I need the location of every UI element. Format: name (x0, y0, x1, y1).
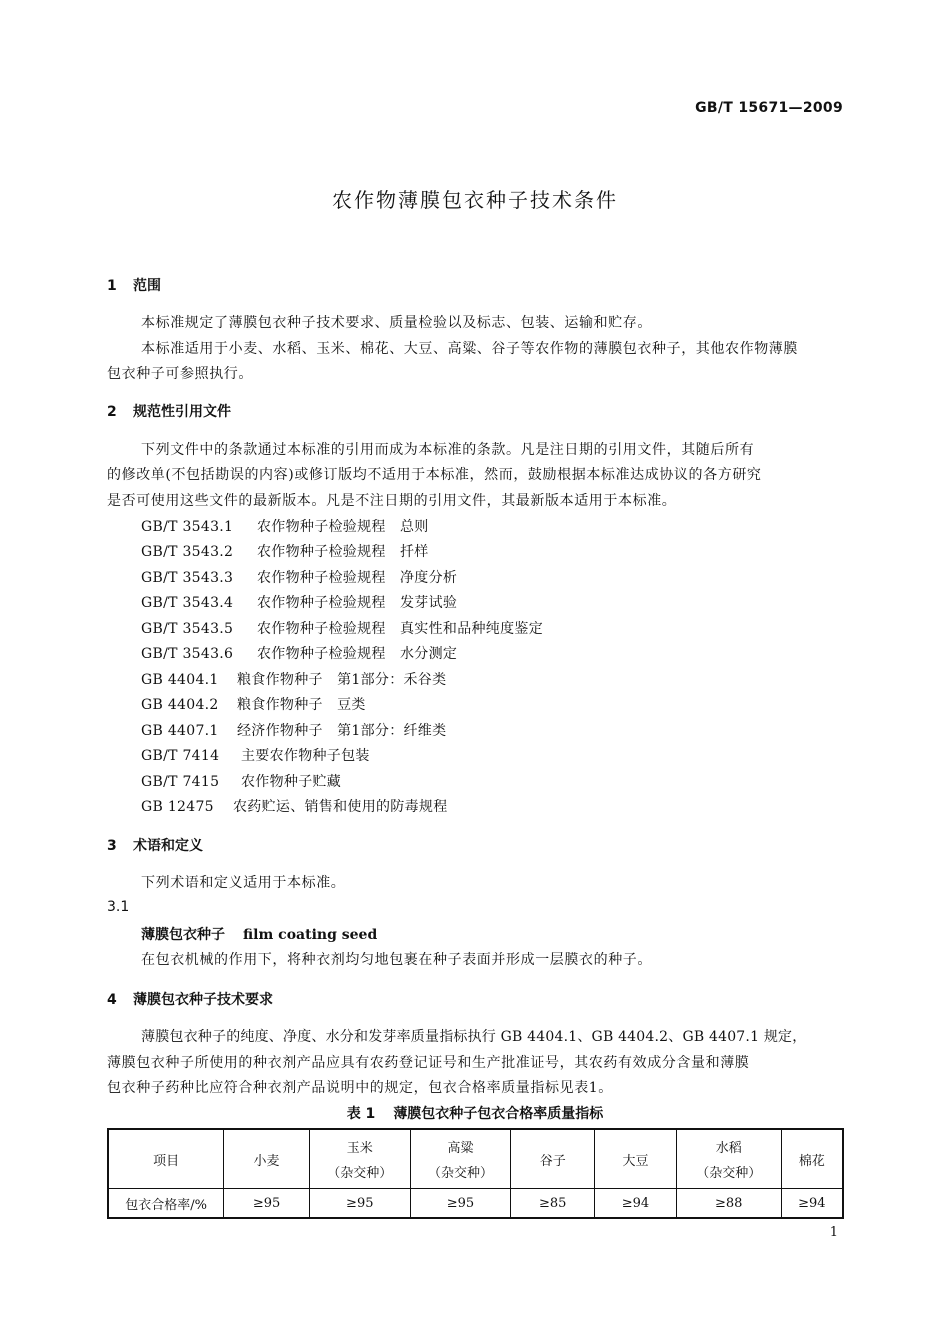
reference-title: 经济作物种子 第1部分：纤维类 (237, 723, 447, 739)
reference-title: 农作物种子检验规程 净度分析 (257, 570, 458, 586)
section-title: 术语和定义 (133, 838, 203, 854)
paragraph: 包衣种子药种比应符合种衣剂产品说明中的规定，包衣合格率质量指标见表1。 (107, 1080, 613, 1096)
term-english: film coating seed (243, 927, 378, 943)
table-cell: ≥95 (410, 1189, 511, 1219)
section-title: 薄膜包衣种子技术要求 (133, 992, 273, 1008)
reference-title: 农作物种子检验规程 扦样 (257, 544, 429, 560)
reference-item (141, 567, 457, 587)
table-header-row (108, 1129, 843, 1189)
section-number: 2 (107, 404, 117, 420)
section-3-heading (107, 835, 203, 855)
paragraph: 薄膜包衣种子的纯度、净度、水分和发芽率质量指标执行 GB 4404.1、GB 4404.2、GB 4407.1 规定， (141, 1029, 807, 1045)
table-cell: ≥94 (781, 1189, 843, 1219)
reference-title: 农作物种子检验规程 总则 (257, 519, 429, 535)
paragraph: 本标准适用于小麦、水稻、玉米、棉花、大豆、高粱、谷子等农作物的薄膜包衣种子，其他农作物薄膜 (141, 341, 798, 357)
table-header-cell (781, 1129, 843, 1189)
reference-code: GB 4407.1 (141, 723, 219, 739)
table-cell: ≥85 (511, 1189, 595, 1219)
section-number: 4 (107, 992, 117, 1008)
crop-name: 棉花 (798, 1153, 825, 1169)
reference-title: 农作物种子贮藏 (241, 774, 342, 790)
document-title: 农作物薄膜包衣种子技术条件 (332, 188, 618, 212)
reference-code: GB 4404.2 (141, 697, 219, 713)
table-header-cell (595, 1129, 677, 1189)
paragraph: 是否可使用这些文件的最新版本。凡是不注日期的引用文件，其最新版本适用于本标准。 (107, 493, 677, 509)
paragraph: 的修改单(不包括勘误的内容)或修订版均不适用于本标准，然而，鼓励根据本标准达成协议的各方研究 (107, 467, 762, 483)
reference-title: 农作物种子检验规程 真实性和品种纯度鉴定 (257, 621, 543, 637)
reference-code: GB/T 3543.6 (141, 646, 234, 662)
reference-item (141, 592, 457, 612)
table-cell: ≥95 (309, 1189, 410, 1219)
paragraph: 包衣种子可参照执行。 (107, 366, 253, 382)
table-row (108, 1189, 843, 1219)
table-row-label: 包衣合格率/% (108, 1189, 224, 1219)
reference-item (141, 516, 429, 536)
reference-code: GB 12475 (141, 799, 214, 815)
page-number: 1 (829, 1225, 838, 1240)
table-header-cell (309, 1129, 410, 1189)
term-entry (141, 924, 377, 944)
table-header-cell (511, 1129, 595, 1189)
table-cell: ≥95 (224, 1189, 310, 1219)
table-header-cell (224, 1129, 310, 1189)
crop-type: （杂交种） (427, 1166, 493, 1181)
paragraph: 薄膜包衣种子所使用的种衣剂产品应具有农药登记证号和生产批准证号，其农药有效成分含量和薄膜 (107, 1055, 750, 1071)
reference-item (141, 618, 543, 638)
table-caption-title: 薄膜包衣种子包衣合格率质量指标 (393, 1106, 604, 1122)
reference-item (141, 694, 366, 714)
reference-code: GB/T 3543.5 (141, 621, 234, 637)
paragraph: 本标准规定了薄膜包衣种子技术要求、质量检验以及标志、包装、运输和贮存。 (141, 315, 652, 331)
section-2-heading (107, 401, 231, 421)
reference-title: 农作物种子检验规程 发芽试验 (257, 595, 458, 611)
table-header-cell (410, 1129, 511, 1189)
paragraph: 下列术语和定义适用于本标准。 (141, 875, 346, 891)
table-cell: ≥94 (595, 1189, 677, 1219)
crop-type: （杂交种） (327, 1166, 393, 1181)
reference-code: GB 4404.1 (141, 672, 219, 688)
crop-name: 水稻 (715, 1141, 742, 1156)
crop-name: 大豆 (622, 1153, 649, 1169)
standard-code: GB/T 15671—2009 (695, 100, 843, 116)
reference-title: 农药贮运、销售和使用的防毒规程 (233, 799, 448, 815)
reference-item (141, 745, 370, 765)
reference-code: GB/T 7415 (141, 774, 220, 790)
paragraph: 下列文件中的条款通过本标准的引用而成为本标准的条款。凡是注日期的引用文件，其随后所有 (141, 442, 755, 458)
reference-code: GB/T 3543.4 (141, 595, 234, 611)
section-number: 3 (107, 838, 117, 854)
section-1-heading (107, 275, 161, 295)
table-caption-number: 表 1 (346, 1106, 376, 1122)
quality-index-table (107, 1128, 844, 1219)
table-header-cell: 项目 (108, 1129, 224, 1189)
crop-name: 玉米 (346, 1141, 373, 1156)
term-chinese: 薄膜包衣种子 (141, 927, 225, 943)
table-header-cell (676, 1129, 781, 1189)
reference-item (141, 771, 341, 791)
section-title: 规范性引用文件 (133, 404, 231, 420)
reference-item (141, 796, 448, 816)
section-4-heading (107, 989, 273, 1009)
table-caption (0, 1103, 950, 1123)
table-cell: ≥88 (676, 1189, 781, 1219)
reference-code: GB/T 7414 (141, 748, 220, 764)
reference-item (141, 669, 446, 689)
reference-title: 粮食作物种子 豆类 (237, 697, 366, 713)
reference-code: GB/T 3543.3 (141, 570, 234, 586)
reference-item (141, 643, 457, 663)
reference-code: GB/T 3543.2 (141, 544, 234, 560)
crop-name: 小麦 (253, 1153, 280, 1169)
reference-item (141, 541, 429, 561)
section-number: 1 (107, 278, 117, 294)
subsection-number: 3.1 (107, 899, 130, 915)
reference-code: GB/T 3543.1 (141, 519, 234, 535)
reference-title: 粮食作物种子 第1部分：禾谷类 (237, 672, 447, 688)
crop-type: （杂交种） (696, 1166, 762, 1181)
section-title: 范围 (133, 278, 161, 294)
crop-name: 谷子 (539, 1153, 566, 1169)
reference-item (141, 720, 446, 740)
term-definition: 在包衣机械的作用下，将种衣剂均匀地包裹在种子表面并形成一层膜衣的种子。 (141, 952, 652, 968)
reference-title: 主要农作物种子包装 (241, 748, 370, 764)
crop-name: 高粱 (447, 1141, 474, 1156)
reference-title: 农作物种子检验规程 水分测定 (257, 646, 458, 662)
